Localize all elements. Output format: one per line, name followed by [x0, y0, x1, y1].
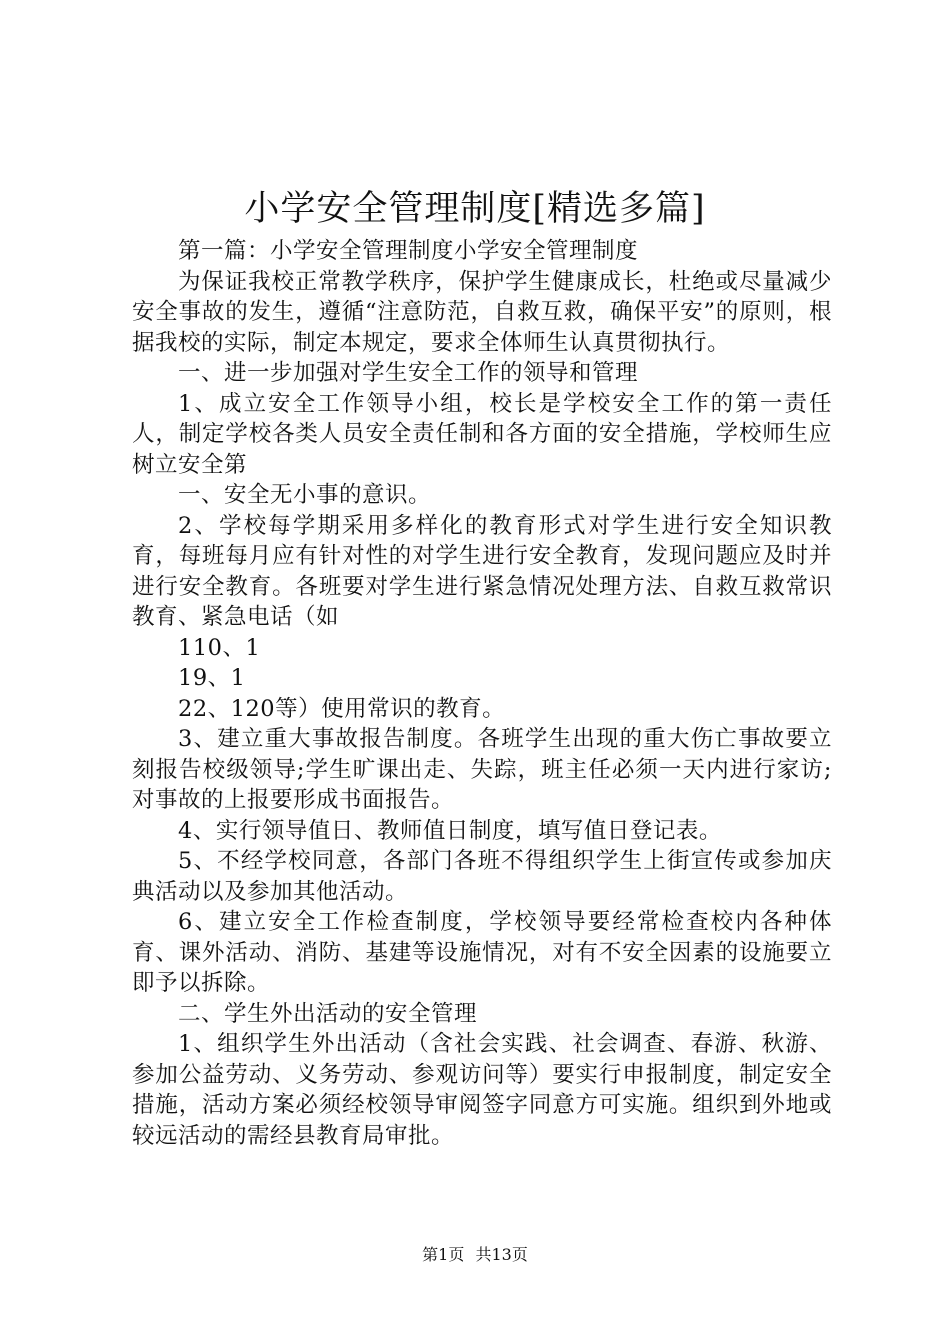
paragraph: 5、不经学校同意，各部门各班不得组织学生上街宣传或参加庆典活动以及参加其他活动。 [132, 848, 832, 905]
paragraph: 为保证我校正常教学秩序，保护学生健康成长，杜绝或尽量减少安全事故的发生，遵循“注意防范，自救互救，确保平安”的原则，根据我校的实际，制定本规定，要求全体师生认真贯彻执行。 [132, 268, 832, 356]
paragraph: 一、安全无小事的意识。 [178, 482, 432, 508]
paragraph: 110、1 [178, 634, 261, 661]
paragraph: 2、学校每学期采用多样化的教育形式对学生进行安全知识教育，每班每月应有针对性的对学生进行安全教育，发现问题应及时并进行安全教育。各班要对学生进行紧急情况处理方法、自救互救常识教育、紧急电话（如 [132, 512, 832, 630]
paragraph: 二、学生外出活动的安全管理 [178, 1000, 478, 1027]
paragraph: 一、进一步加强对学生安全工作的领导和管理 [178, 360, 639, 386]
page-number: 第1页 [422, 1245, 465, 1264]
paragraph: 1、成立安全工作领导小组，校长是学校安全工作的第一责任人，制定学校各类人员安全责任制和各方面的安全措施，学校师生应树立安全第 [132, 390, 832, 478]
paragraph: 1、组织学生外出活动（含社会实践、社会调查、春游、秋游、参加公益劳动、义务劳动、参观访问等）要实行申报制度，制定安全措施，活动方案必须经校领导审阅签字同意方可实施。组织到外地或较远活动的需经县教育局审批。 [132, 1031, 832, 1149]
document-body [132, 236, 832, 1151]
paragraph: 19、1 [178, 665, 246, 691]
paragraph: 3、建立重大事故报告制度。各班学生出现的重大伤亡事故要立刻报告校级领导;学生旷课出走、失踪，班主任必须一天内进行家访;对事故的上报要形成书面报告。 [132, 726, 832, 813]
page-footer [0, 1244, 950, 1266]
paragraph: 22、120等）使用常识的教育。 [178, 695, 506, 722]
paragraph: 6、建立安全工作检查制度，学校领导要经常检查校内各种体育、课外活动、消防、基建等设施情况，对有不安全因素的设施要立即予以拆除。 [132, 909, 832, 996]
paragraph: 4、实行领导值日、教师值日制度，填写值日登记表。 [178, 817, 722, 844]
page-total: 共13页 [475, 1245, 528, 1264]
document-title: 小学安全管理制度[精选多篇] [244, 189, 706, 229]
paragraph: 第一篇：小学安全管理制度小学安全管理制度 [178, 238, 639, 264]
